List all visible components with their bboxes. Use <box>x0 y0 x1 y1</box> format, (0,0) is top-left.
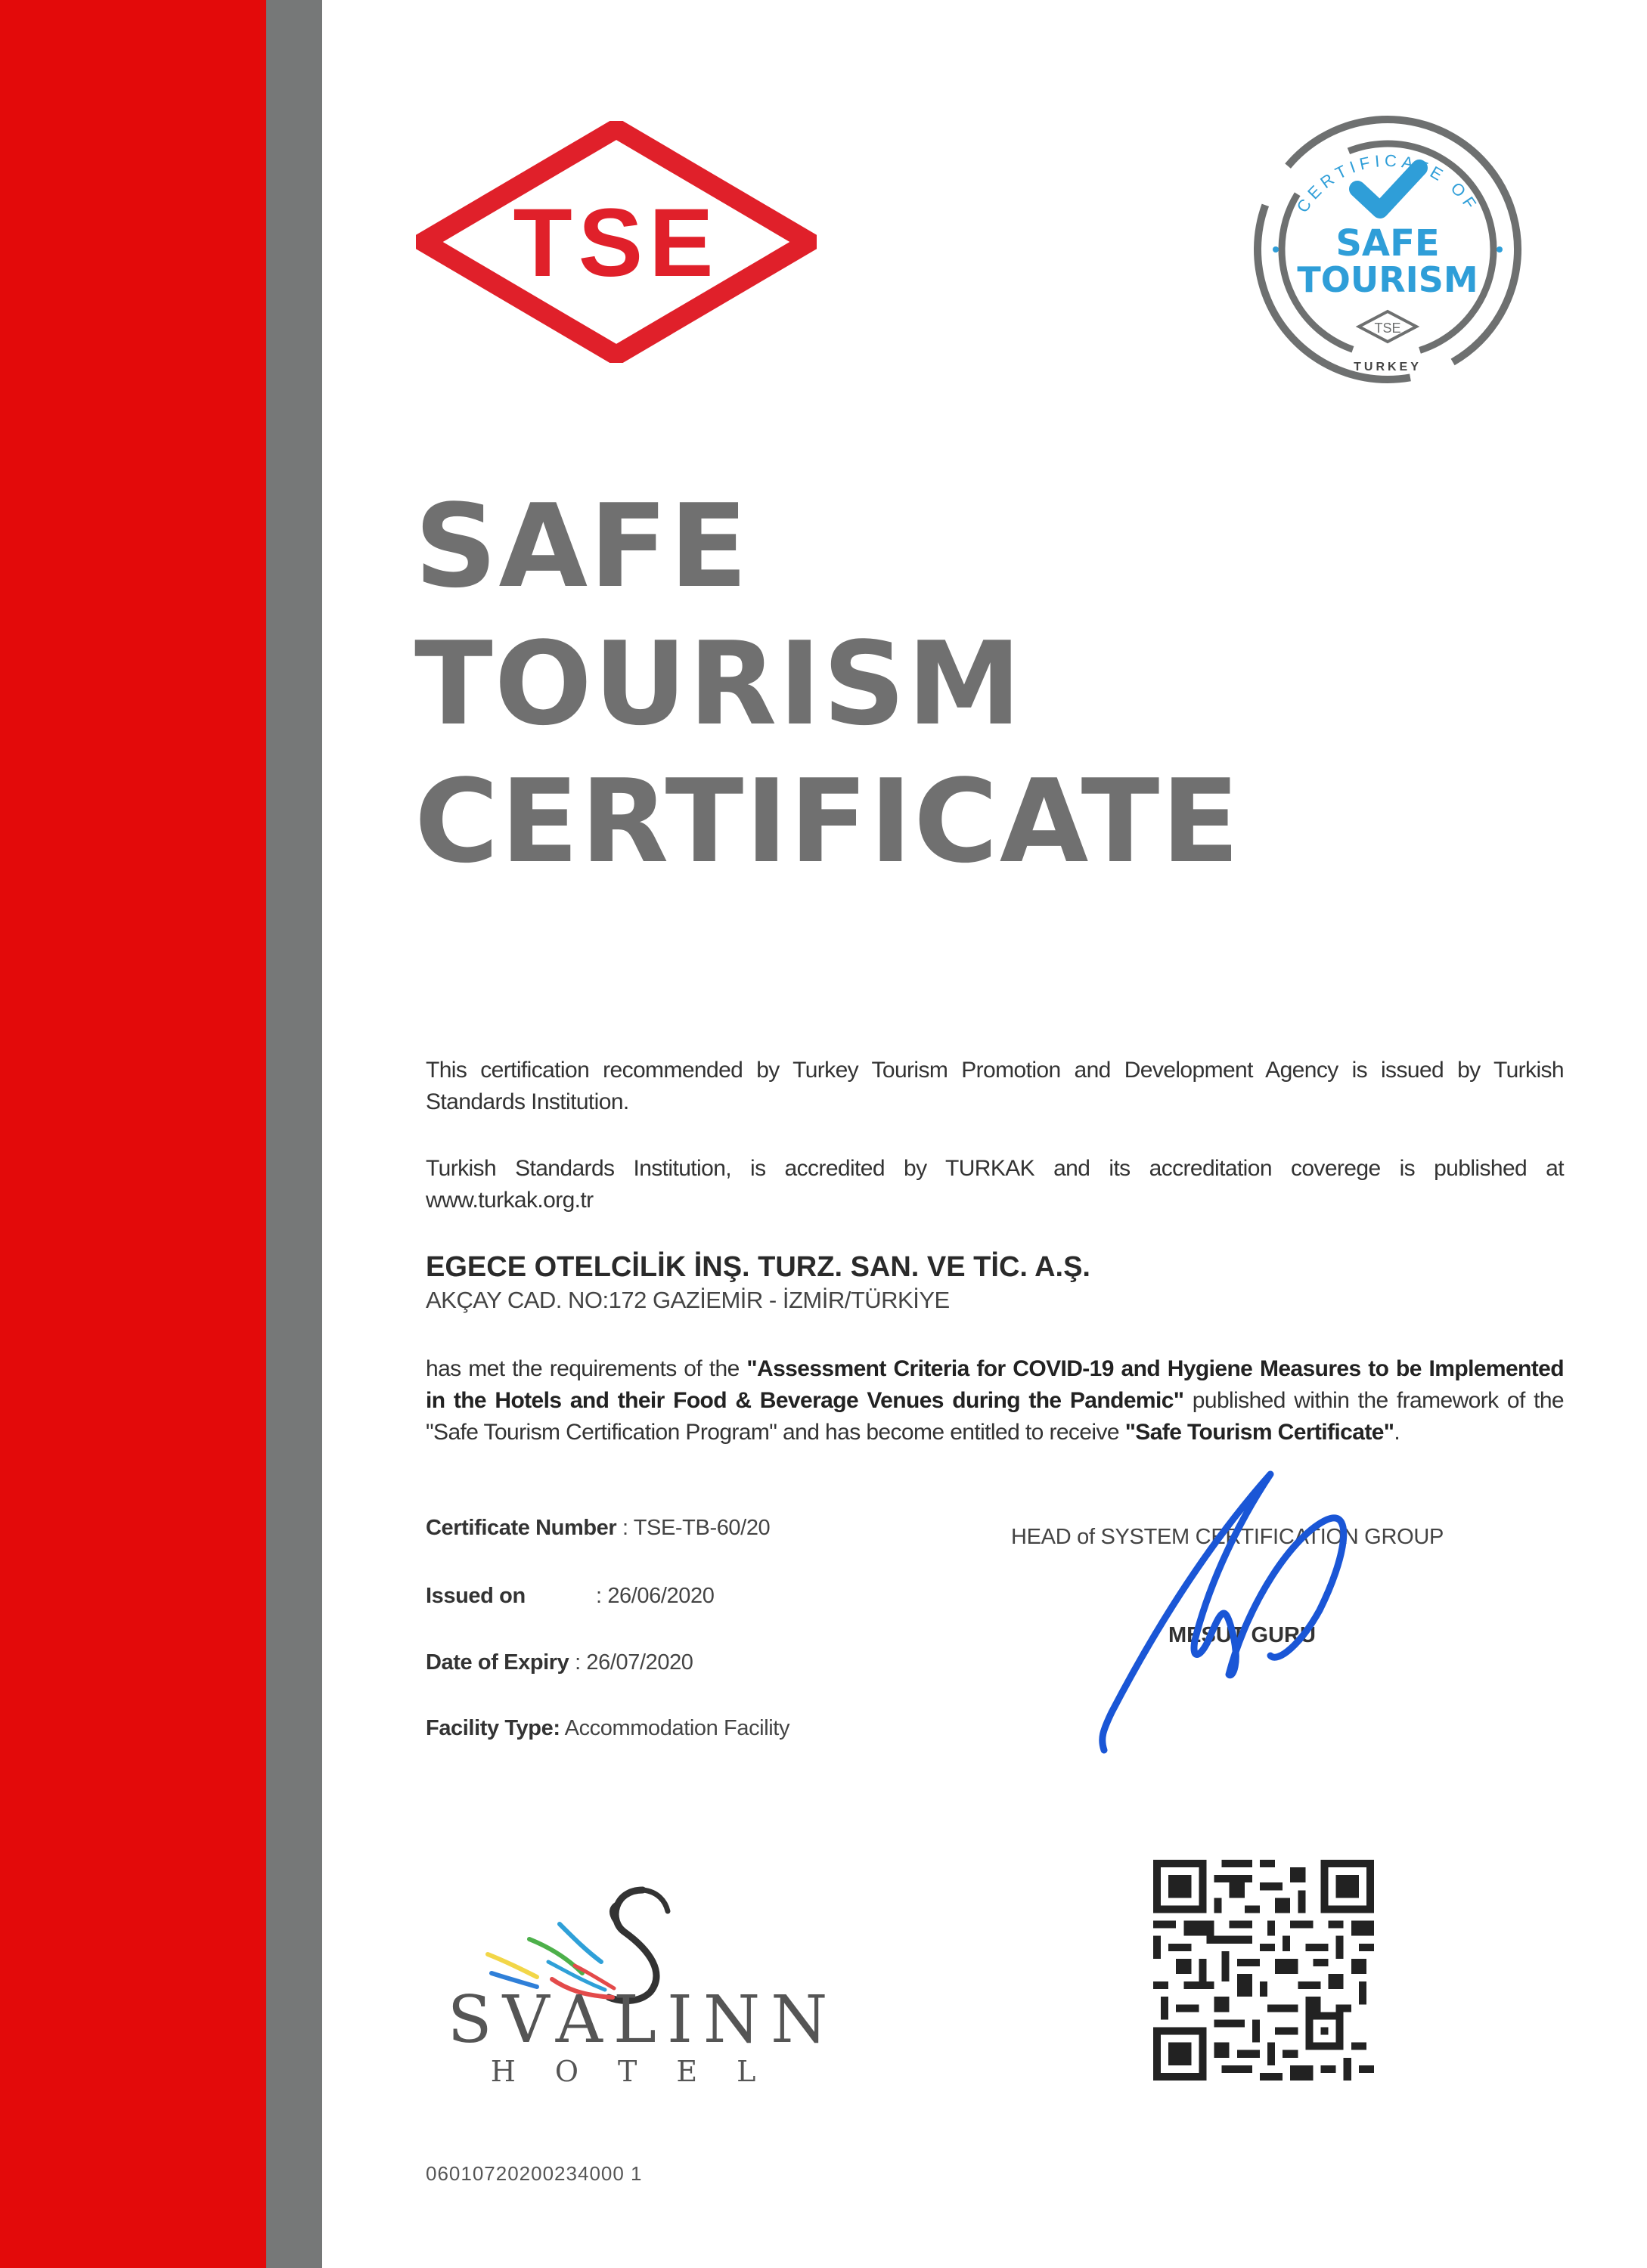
tse-logo-icon <box>416 121 817 363</box>
hotel-name: SVALINN <box>447 1982 839 2058</box>
facility-type-value: Accommodation Facility <box>560 1716 790 1740</box>
certificate-name: "Safe Tourism Certificate" <box>1124 1420 1394 1445</box>
title-line-3: CERTIFICATE <box>414 754 1242 888</box>
hotel-subtitle: HOTEL <box>490 2055 796 2088</box>
expiry-value: : 26/07/2020 <box>575 1650 693 1675</box>
issued-on-field <box>426 1584 715 1609</box>
certificate-title <box>414 478 1241 891</box>
requirements-intro: has met the requirements of the <box>426 1356 747 1381</box>
expiry-field <box>426 1650 693 1675</box>
svg-text:TSE: TSE <box>513 189 720 297</box>
svg-text:TURKEY: TURKEY <box>1354 361 1422 373</box>
document-serial-number: 06010720200234000 1 <box>426 2162 643 2185</box>
svg-text:CERTIFICATE OF: CERTIFICATE OF <box>1292 150 1483 216</box>
title-line-2: TOURISM <box>414 617 1023 751</box>
qr-code-icon <box>1153 1860 1374 2081</box>
certificate-number-field <box>426 1516 770 1541</box>
requirements-end: . <box>1394 1420 1400 1445</box>
issued-on-value: : 26/06/2020 <box>596 1584 715 1608</box>
facility-type-field <box>426 1716 789 1741</box>
safe-tourism-seal-icon <box>1244 113 1531 386</box>
company-address: AKÇAY CAD. NO:172 GAZİEMİR - İZMİR/TÜRKİYE <box>426 1287 950 1313</box>
certificate-number-label: Certificate Number <box>426 1516 617 1540</box>
requirements-middle: published within the framework of the "Safe Tourism Certification Program" and has become entitled to receive <box>426 1388 1564 1445</box>
svg-text:TOURISM: TOURISM <box>1297 259 1478 300</box>
facility-type-label: Facility Type: <box>426 1716 560 1740</box>
signatory-title: HEAD of SYSTEM CERTIFICATION GROUP <box>1011 1525 1444 1549</box>
accreditation-paragraph: Turkish Standards Institution, is accredited by TURKAK and its accreditation coverege is published at www.turkak.org.tr <box>426 1156 1564 1213</box>
signature-icon <box>1059 1452 1452 1769</box>
requirements-paragraph <box>426 1353 1564 1448</box>
svg-text:SAFE: SAFE <box>1335 222 1440 265</box>
company-name: EGECE OTELCİLİK İNŞ. TURZ. SAN. VE TİC. A.Ş. <box>426 1251 1090 1283</box>
expiry-label: Date of Expiry <box>426 1650 569 1675</box>
gray-side-band <box>266 0 322 2268</box>
signatory-name: MESUT GURU <box>1168 1623 1316 1647</box>
criteria-title: "Assessment Criteria for COVID-19 and Hygiene Measures to be Implemented in the Hotels and their Food & Beverage Venues during the Pandemic" <box>426 1356 1564 1413</box>
issued-on-label: Issued on <box>426 1584 526 1608</box>
certificate-number-value: : TSE-TB-60/20 <box>622 1516 771 1540</box>
title-line-1: SAFE <box>414 479 749 613</box>
red-side-band <box>0 0 266 2268</box>
svg-text:TSE: TSE <box>1374 321 1401 336</box>
issuer-paragraph: This certification recommended by Turkey Tourism Promotion and Development Agency is issued by Turkish Standards Institution. <box>426 1058 1564 1114</box>
